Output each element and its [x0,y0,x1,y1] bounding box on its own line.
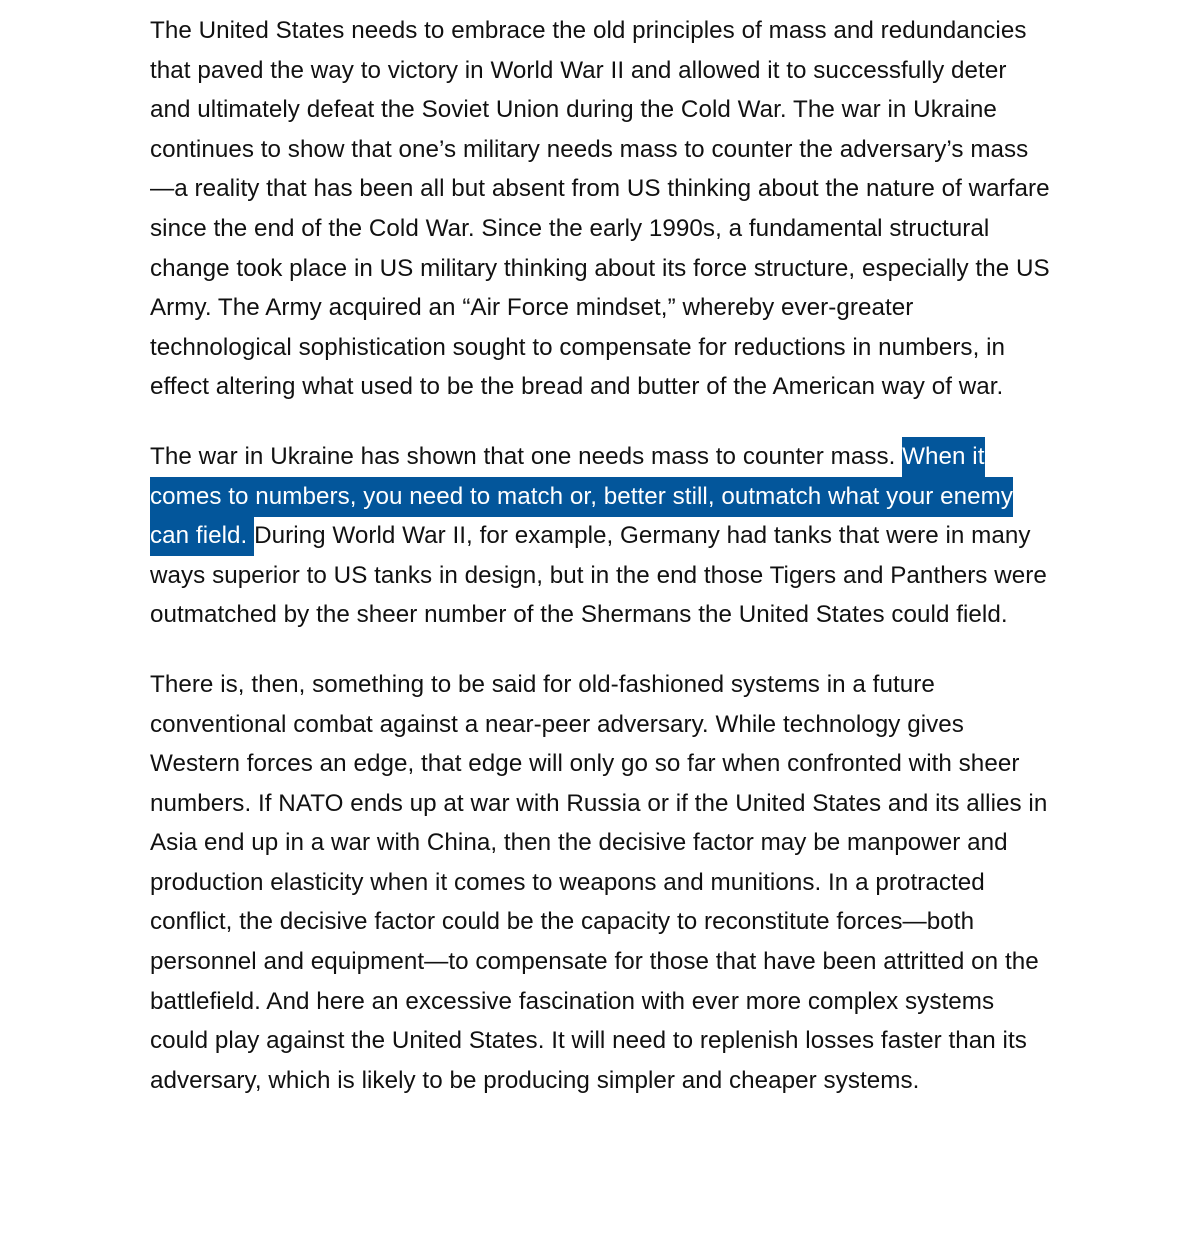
paragraph-text-before-selection[interactable]: The war in Ukraine has shown that one needs mass to counter mass. [150,442,903,470]
paragraph-ukraine-mass[interactable] [150,437,1050,635]
paragraph-old-fashioned-systems[interactable]: There is, then, something to be said for old-fashioned systems in a future conventional combat against a near-peer adversary. While technology gives Western forces an edge, that edge will only go so far when confronted with sheer numbers. If NATO ends up at war with Russia or if the United States and its allies in Asia end up in a war with China, then the decisive factor may be manpower and production elasticity when it comes to weapons and munitions. In a protracted conflict, the decisive factor could be the capacity to reconstitute forces—both personnel and equipment—to compensate for those that have been attritted on the battlefield. And here an excessive fascination with ever more complex systems could play against the United States. It will need to replenish losses faster than its adversary, which is likely to be producing simpler and cheaper systems. [150,670,1048,1094]
paragraph-mass-principles[interactable]: The United States needs to embrace the old principles of mass and redundancies that paved the way to victory in World War II and allowed it to successfully deter and ultimately defeat the Soviet Union during the Cold War. The war in Ukraine continues to show that one’s military needs mass to counter the adversary’s mass—a reality that has been all but absent from US thinking about the nature of warfare since the end of the Cold War. Since the early 1990s, a fundamental structural change took place in US military thinking about its force structure, especially the US Army. The Army acquired an “Air Force mindset,” whereby ever-greater technological sophistication sought to compensate for reductions in numbers, in effect altering what used to be the bread and butter of the American way of war. [150,17,1050,401]
paragraph-text-after-selection[interactable]: During World War II, for example, Germany had tanks that were in many ways superior to US tanks in design, but in the end those Tigers and Panthers were outmatched by the sheer number of the Shermans the United States could field. [150,522,1047,629]
selected-text-highlight[interactable]: When it comes to numbers, you need to match or, better still, outmatch what your enemy can field. [150,437,1013,556]
article-body [150,11,1050,1100]
